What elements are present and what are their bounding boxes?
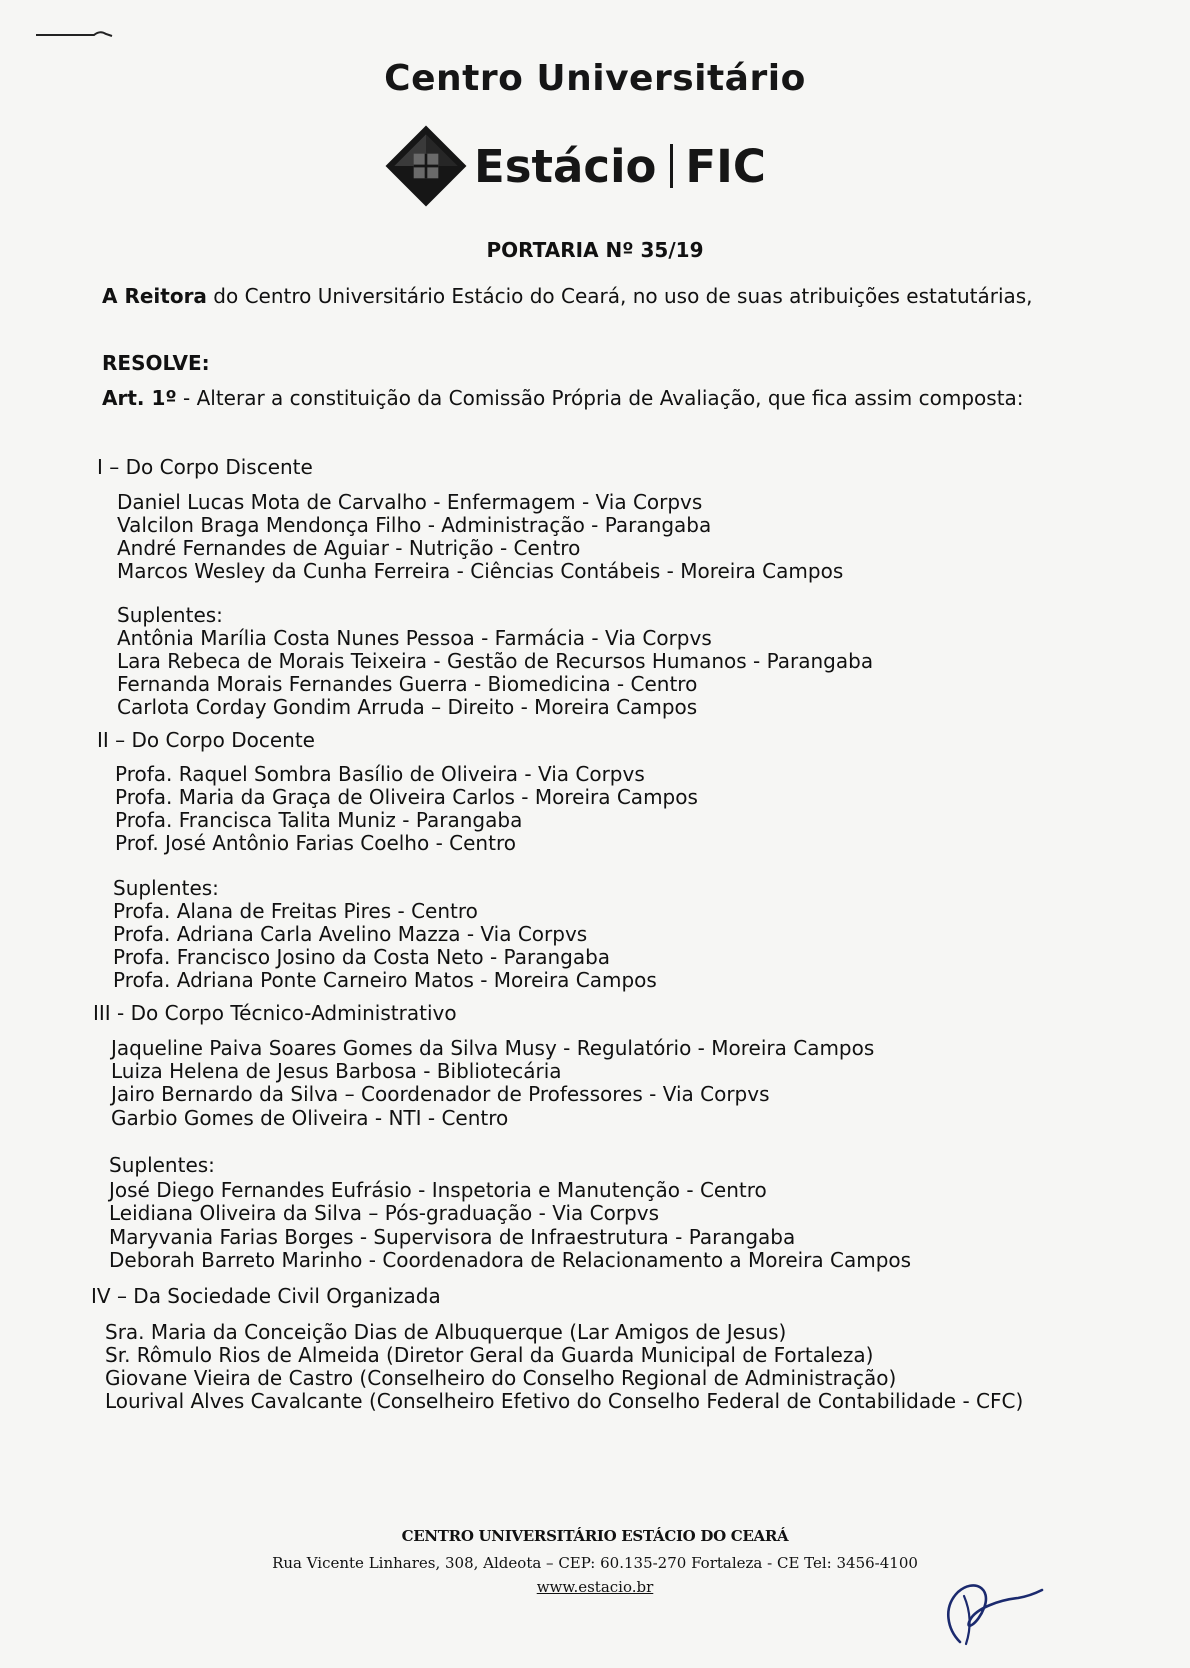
list-item: Giovane Vieira de Castro (Conselheiro do Conselho Regional de Administração) <box>105 1366 897 1390</box>
list-item: Garbio Gomes de Oliveira - NTI - Centro <box>111 1106 509 1130</box>
portaria-title: PORTARIA Nº 35/19 <box>486 238 704 262</box>
list-item: Profa. Adriana Ponte Carneiro Matos - Moreira Campos <box>113 968 657 992</box>
footer-institution-name: CENTRO UNIVERSITÁRIO ESTÁCIO DO CEARÁ <box>401 1527 789 1545</box>
alternates-label: Suplentes: <box>113 876 219 900</box>
list-item: Valcilon Braga Mendonça Filho - Administração - Parangaba <box>117 513 712 537</box>
list-item: Profa. Francisco Josino da Costa Neto - Parangaba <box>113 945 611 969</box>
letterhead <box>0 58 1190 99</box>
article-1-bold: Art. 1º <box>102 386 177 410</box>
institution-line: Centro Universitário <box>384 58 806 99</box>
list-item: Deborah Barreto Marinho - Coordenadora de Relacionamento a Moreira Campos <box>109 1248 912 1272</box>
section-title: IV – Da Sociedade Civil Organizada <box>91 1284 441 1308</box>
list-item: André Fernandes de Aguiar - Nutrição - Centro <box>117 536 581 560</box>
footer-address: Rua Vicente Linhares, 308, Aldeota – CEP: 60.135-270 Fortaleza - CE Tel: 3456-4100 <box>272 1554 918 1572</box>
section-title: III - Do Corpo Técnico-Administrativo <box>93 1001 457 1025</box>
list-item: Profa. Alana de Freitas Pires - Centro <box>113 899 478 923</box>
list-item: Profa. Raquel Sombra Basílio de Oliveira - Via Corpvs <box>115 762 645 786</box>
brand-logo <box>382 125 766 207</box>
list-item: Sra. Maria da Conceição Dias de Albuquerque (Lar Amigos de Jesus) <box>105 1320 787 1344</box>
list-item: Leidiana Oliveira da Silva – Pós-graduação - Via Corpvs <box>109 1201 659 1225</box>
alternates-label: Suplentes: <box>117 603 223 627</box>
list-item: Profa. Adriana Carla Avelino Mazza - Via Corpvs <box>113 922 588 946</box>
list-item: José Diego Fernandes Eufrásio - Inspetoria e Manutenção - Centro <box>109 1178 767 1202</box>
list-item: Carlota Corday Gondim Arruda – Direito - Moreira Campos <box>117 695 698 719</box>
footer-website-link[interactable]: www.estacio.br <box>536 1578 654 1596</box>
article-1 <box>102 386 1024 410</box>
alternates-label: Suplentes: <box>109 1153 215 1177</box>
list-item: Lourival Alves Cavalcante (Conselheiro Efetivo do Conselho Federal de Contabilidade - CFC) <box>105 1389 1024 1413</box>
list-item: Prof. José Antônio Farias Coelho - Centro <box>115 831 516 855</box>
article-1-text: - Alterar a constituição da Comissão Própria de Avaliação, que fica assim composta: <box>176 386 1024 410</box>
section-title: I – Do Corpo Discente <box>97 455 313 479</box>
list-item: Jaqueline Paiva Soares Gomes da Silva Musy - Regulatório - Moreira Campos <box>111 1036 875 1060</box>
preamble <box>102 284 1033 308</box>
list-item: Fernanda Morais Fernandes Guerra - Biomedicina - Centro <box>117 672 698 696</box>
list-item: Luiza Helena de Jesus Barbosa - Bibliotecária <box>111 1059 562 1083</box>
brand-name: Estácio <box>474 139 657 193</box>
list-item: Marcos Wesley da Cunha Ferreira - Ciências Contábeis - Moreira Campos <box>117 559 844 583</box>
preamble-bold: A Reitora <box>102 284 207 308</box>
handwritten-signature <box>930 1570 1050 1650</box>
section-title: II – Do Corpo Docente <box>97 728 315 752</box>
brand-suffix: FIC <box>685 139 766 193</box>
pen-stroke-mark <box>36 28 116 40</box>
resolve-label: RESOLVE: <box>102 351 210 375</box>
list-item: Profa. Maria da Graça de Oliveira Carlos - Moreira Campos <box>115 785 698 809</box>
preamble-text: do Centro Universitário Estácio do Ceará, no uso de suas atribuições estatutárias, <box>206 284 1033 308</box>
estacio-diamond-icon <box>382 122 470 210</box>
list-item: Profa. Francisca Talita Muniz - Parangaba <box>115 808 523 832</box>
list-item: Lara Rebeca de Morais Teixeira - Gestão de Recursos Humanos - Parangaba <box>117 649 874 673</box>
list-item: Jairo Bernardo da Silva – Coordenador de Professores - Via Corpvs <box>111 1082 770 1106</box>
brand-divider <box>670 144 673 188</box>
list-item: Daniel Lucas Mota de Carvalho - Enfermagem - Via Corpvs <box>117 490 703 514</box>
list-item: Maryvania Farias Borges - Supervisora de Infraestrutura - Parangaba <box>109 1225 796 1249</box>
list-item: Antônia Marília Costa Nunes Pessoa - Farmácia - Via Corpvs <box>117 626 712 650</box>
list-item: Sr. Rômulo Rios de Almeida (Diretor Geral da Guarda Municipal de Fortaleza) <box>105 1343 874 1367</box>
